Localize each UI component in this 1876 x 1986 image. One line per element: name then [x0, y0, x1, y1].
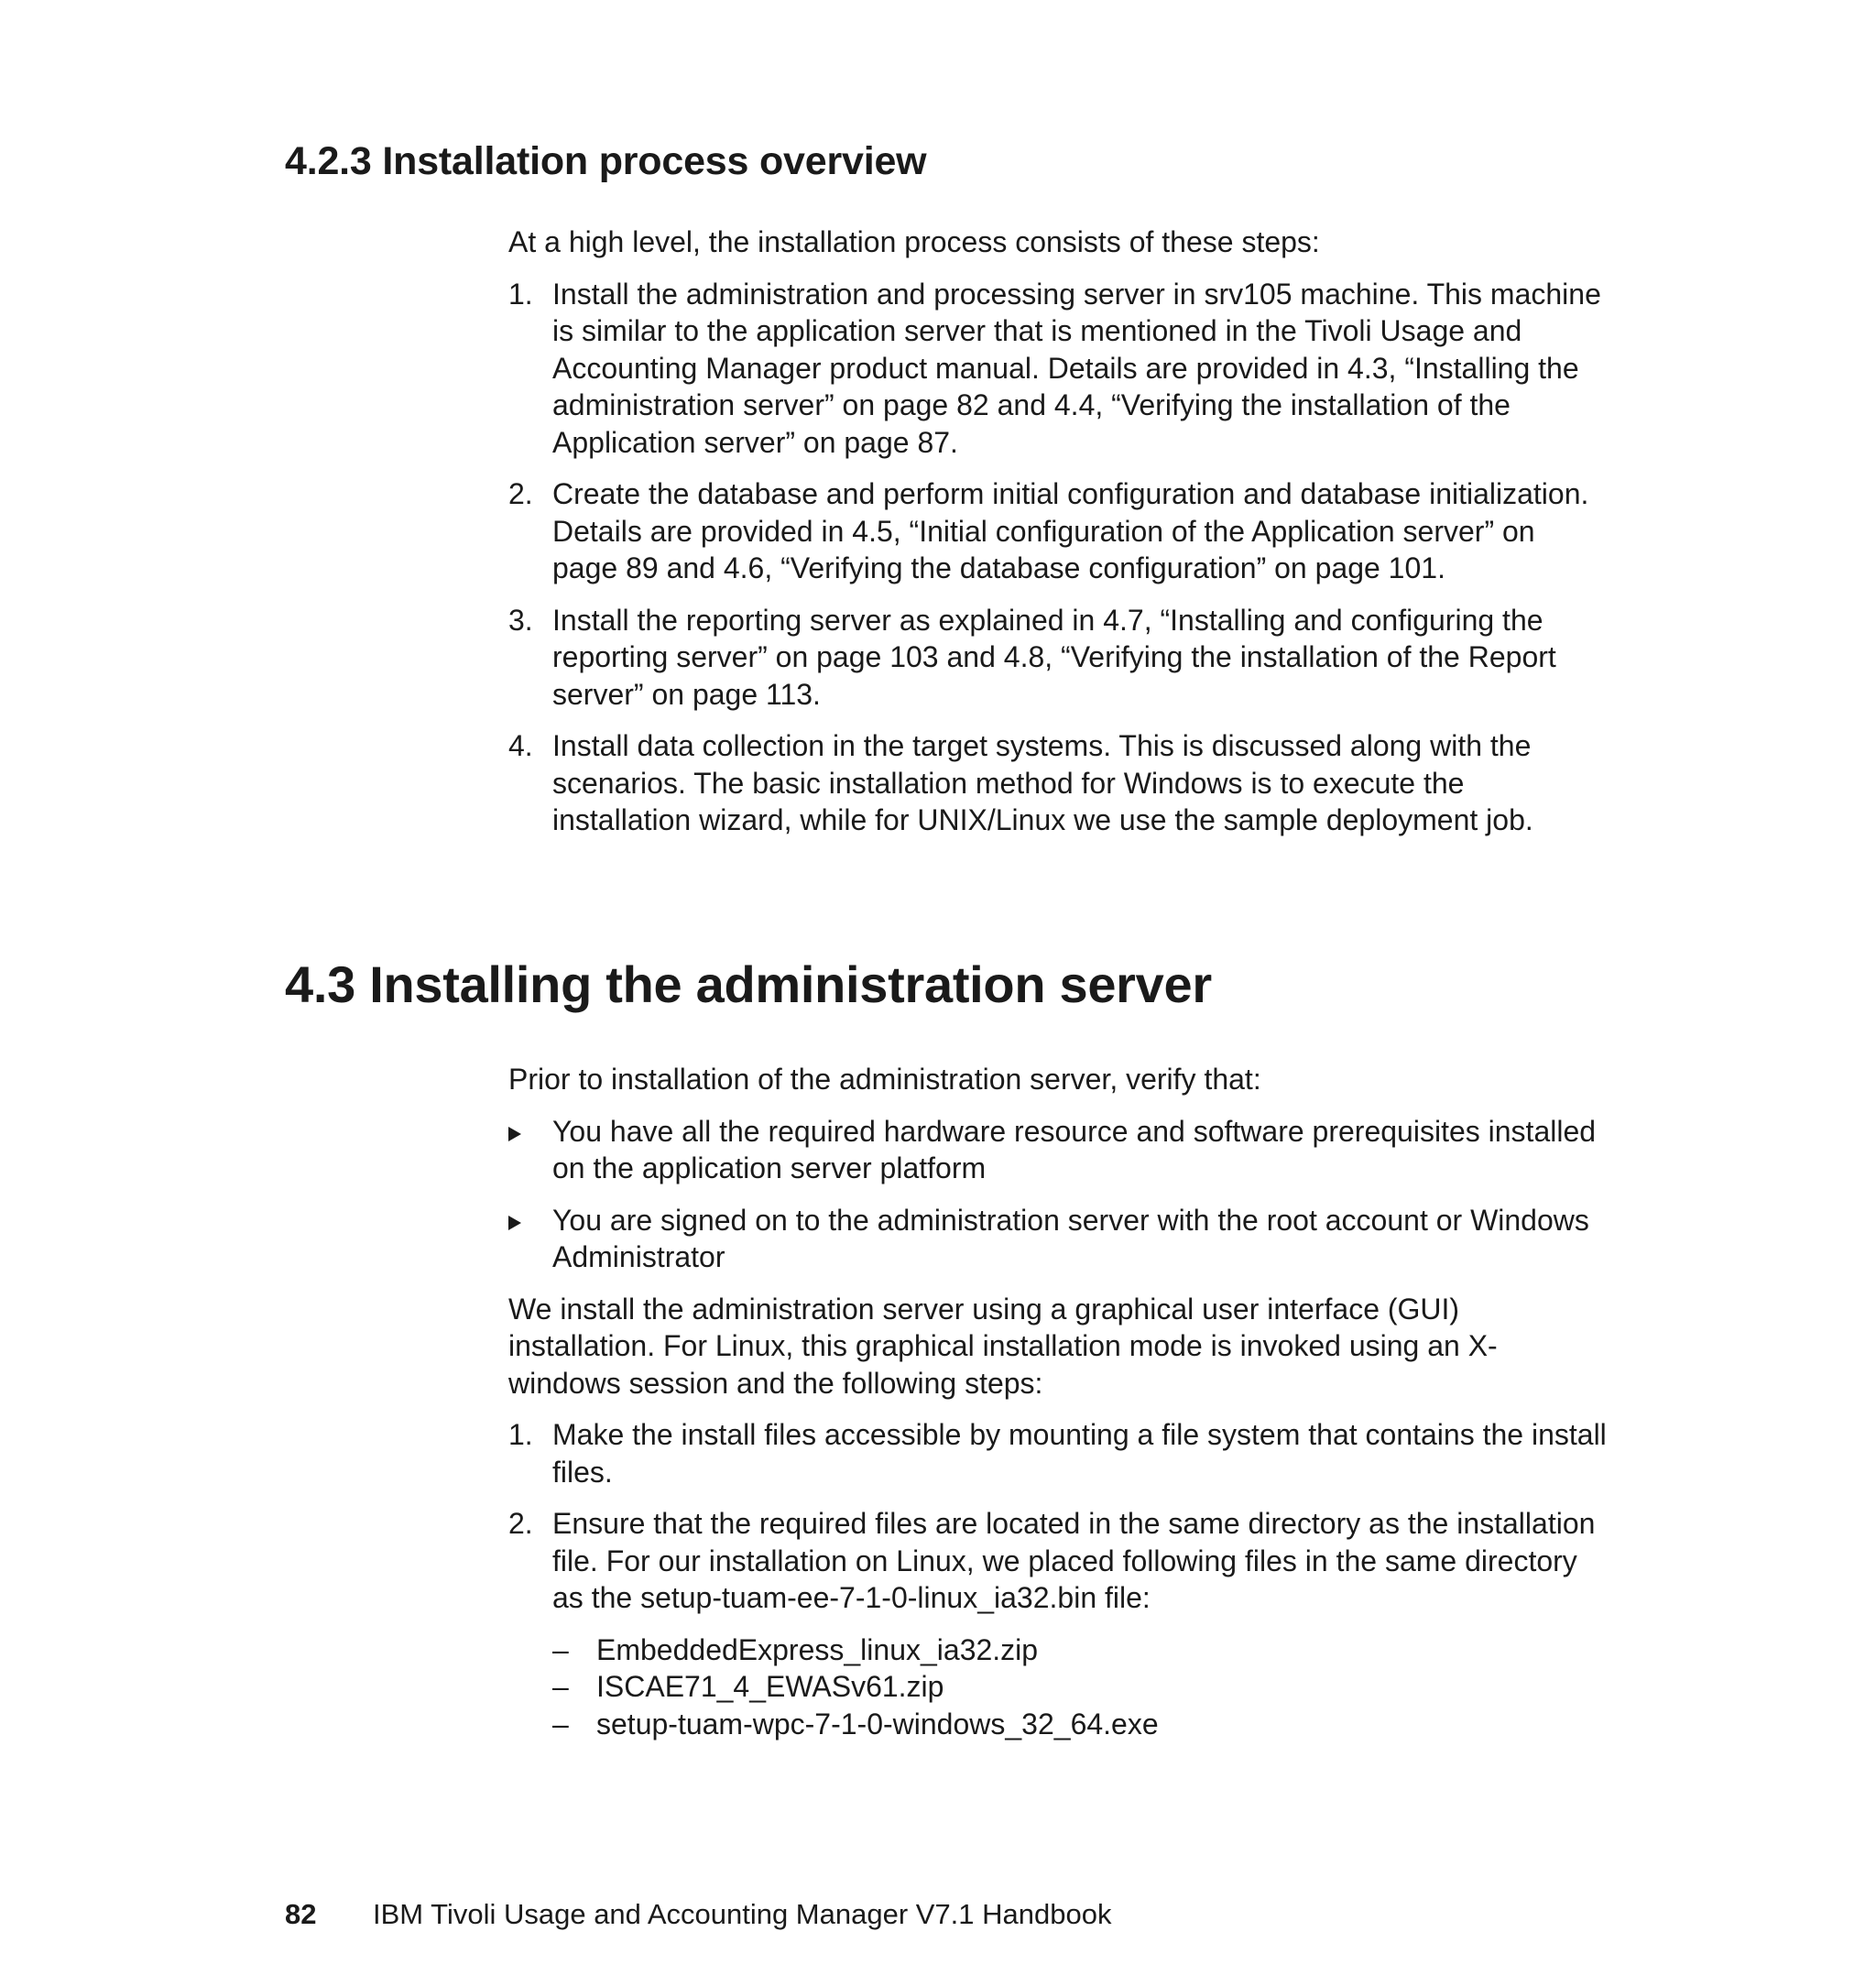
list-item — [508, 276, 1608, 462]
page-footer — [285, 1898, 1111, 1931]
list-item — [508, 1416, 1608, 1490]
section-heading-4-3: 4.3 Installing the administration server — [285, 955, 1212, 1013]
section-4-3-intro: Prior to installation of the administration server, verify that: — [508, 1063, 1261, 1096]
dash-marker: – — [552, 1632, 569, 1666]
file-list-item — [552, 1631, 1608, 1669]
triangle-bullet-icon — [508, 1202, 521, 1239]
triangle-bullet-icon — [508, 1113, 521, 1151]
section-4-2-3-body — [508, 224, 1608, 839]
file-list-item — [552, 1668, 1608, 1706]
bullet-item — [508, 1113, 1608, 1187]
list-number: 1. — [508, 277, 533, 311]
list-item-text: Install the reporting server as explained in 4.7, “Installing and configuring the reporting server” on page 103 and 4.8, “Verifying the installation of the Report server” on page 113. — [552, 603, 1556, 711]
list-item — [508, 727, 1608, 839]
section-4-3-paragraph: We install the administration server using a graphical user interface (GUI) installation. For Linux, this graphical installation mode is invoked using an X-windows session and the following steps: — [508, 1292, 1498, 1400]
list-item-text: Make the install files accessible by mounting a file system that contains the install files. — [552, 1418, 1607, 1489]
book-title: IBM Tivoli Usage and Accounting Manager V7.1 Handbook — [373, 1898, 1112, 1930]
dash-marker: – — [552, 1670, 569, 1703]
list-item-text: Ensure that the required files are located in the same directory as the installation file. For our installation on Linux, we placed following files in the same directory as the setup-tuam-ee-7-1-0-linux_ia32.bin file: — [552, 1507, 1596, 1614]
list-number: 2. — [508, 477, 533, 510]
page-number: 82 — [285, 1898, 317, 1930]
section-4-3-body — [508, 1061, 1608, 1742]
bullet-item-text: You are signed on to the administration server with the root account or Windows Administrator — [552, 1203, 1589, 1273]
dash-marker: – — [552, 1707, 569, 1740]
bullet-item-text: You have all the required hardware resource and software prerequisites installed on the application server platform — [552, 1114, 1597, 1184]
list-item-text: Install the administration and processing server in srv105 machine. This machine is similar to the application server that is mentioned in the Tivoli Usage and Accounting Manager product manual. Details are provided in 4.3, “Installing the administration server” on page 82 and 4.4, “Verifying the installation of the Application server” on page 87. — [552, 277, 1601, 459]
file-list — [552, 1631, 1608, 1743]
list-number: 1. — [508, 1418, 533, 1451]
list-item — [508, 602, 1608, 714]
file-list-item — [552, 1706, 1608, 1743]
list-item-text: Create the database and perform initial configuration and database initialization. Details are provided in 4.5, “Initial configuration of the Application server” on page 89 and 4.6, “Verifying the database configuration” on page 101. — [552, 477, 1589, 584]
list-item — [508, 475, 1608, 587]
file-name: ISCAE71_4_EWASv61.zip — [596, 1670, 944, 1703]
section-heading-4-2-3: 4.2.3 Installation process overview — [285, 139, 927, 183]
section-4-2-3-intro: At a high level, the installation process consists of these steps: — [508, 225, 1320, 258]
list-number: 4. — [508, 729, 533, 762]
file-name: setup-tuam-wpc-7-1-0-windows_32_64.exe — [596, 1707, 1159, 1740]
list-item-text: Install data collection in the target systems. This is discussed along with the scenarios. The basic installation method for Windows is to execute the installation wizard, while for UNIX/Linux we use the sample deployment job. — [552, 729, 1533, 836]
bullet-item — [508, 1202, 1608, 1276]
list-number: 3. — [508, 603, 533, 637]
list-number: 2. — [508, 1507, 533, 1540]
file-name: EmbeddedExpress_linux_ia32.zip — [596, 1632, 1039, 1666]
list-item — [508, 1505, 1608, 1617]
